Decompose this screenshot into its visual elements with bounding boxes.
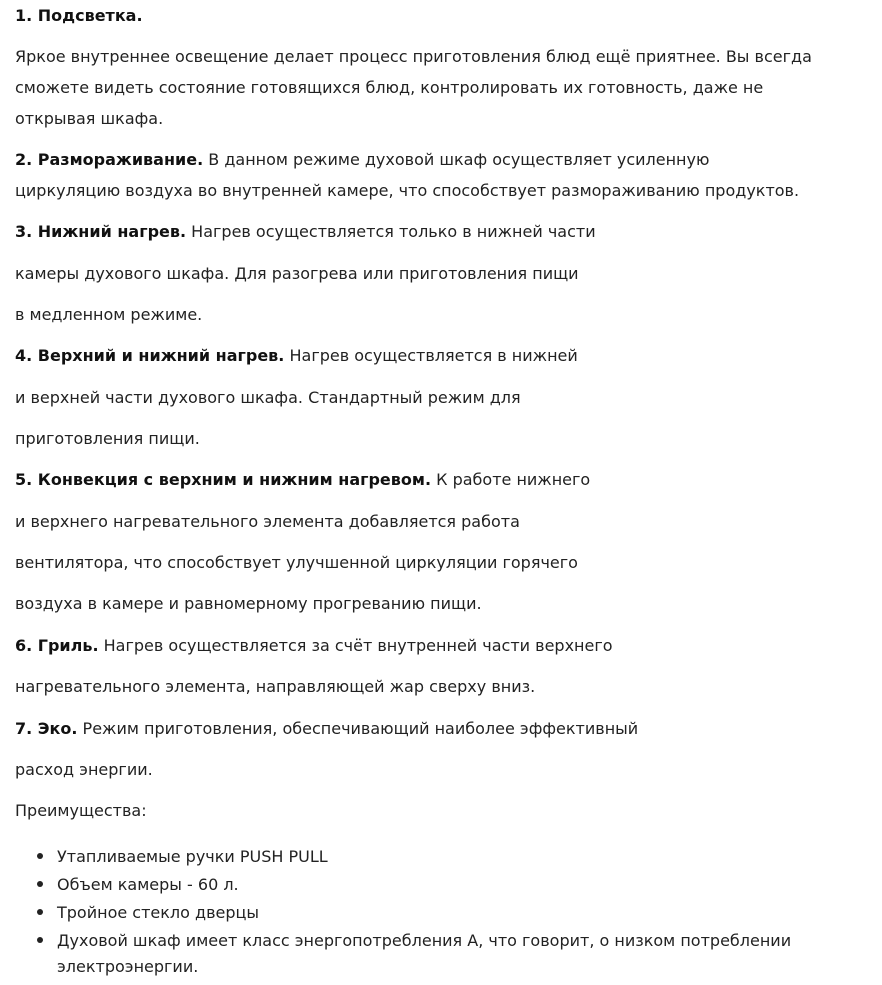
section-5-line-3: воздуха в камере и равномерному прогреванию пищи. [15, 594, 482, 613]
section-2-rest: В данном режиме духовой шкаф осуществляет усиленную [203, 150, 710, 169]
section-6-line-1: нагревательного элемента, направляющей жар сверху вниз. [15, 677, 536, 696]
bullet-icon [37, 937, 43, 943]
section-2-first-line [15, 149, 709, 170]
section-7-rest: Режим приготовления, обеспечивающий наиболее эффективный [77, 719, 639, 738]
section-3-first-line [15, 221, 596, 242]
section-3-line-1: камеры духового шкафа. Для разогрева или приготовления пищи [15, 264, 579, 283]
section-4-rest: Нагрев осуществляется в нижней [284, 346, 578, 365]
section-3-line-2: в медленном режиме. [15, 305, 203, 324]
section-6-first-line [15, 635, 613, 656]
advantage-item-3: Тройное стекло дверцы [57, 903, 260, 922]
section-3-rest: Нагрев осуществляется только в нижней части [186, 222, 596, 241]
section-6-rest: Нагрев осуществляется за счёт внутренней части верхнего [98, 636, 613, 655]
section-1-heading: 1. Подсветка. [15, 6, 143, 25]
section-7-first-line [15, 718, 638, 739]
section-5-line-1: и верхнего нагревательного элемента добавляется работа [15, 512, 520, 531]
advantages-title: Преимущества: [15, 801, 147, 820]
section-5-rest: К работе нижнего [431, 470, 591, 489]
section-1-line-2: сможете видеть состояние готовящихся блюд, контролировать их готовность, даже не [15, 78, 764, 97]
advantage-item-4-line-1: Духовой шкаф имеет класс энергопотребления А, что говорит, о низком потреблении [57, 931, 792, 950]
section-2-heading: 2. Размораживание. [15, 150, 204, 169]
section-7-line-1: расход энергии. [15, 760, 153, 779]
section-5-first-line [15, 469, 590, 490]
advantage-item-2: Объем камеры - 60 л. [57, 875, 239, 894]
section-5-heading: 5. Конвекция с верхним и нижним нагревом. [15, 470, 432, 489]
section-1-line-1: Яркое внутреннее освещение делает процесс приготовления блюд ещё приятнее. Вы всегда [15, 47, 812, 66]
section-5-line-2: вентилятора, что способствует улучшенной циркуляции горячего [15, 553, 578, 572]
section-2-line-1: циркуляцию воздуха во внутренней камере, что способствует размораживанию продуктов. [15, 181, 800, 200]
advantage-item-4-line-2: электроэнергии. [57, 957, 199, 976]
section-3-heading: 3. Нижний нагрев. [15, 222, 187, 241]
section-1-line-3: открывая шкафа. [15, 109, 164, 128]
section-4-line-1: и верхней части духового шкафа. Стандартный режим для [15, 388, 521, 407]
section-7-heading: 7. Эко. [15, 719, 78, 738]
section-6-heading: 6. Гриль. [15, 636, 99, 655]
bullet-icon [37, 881, 43, 887]
bullet-icon [37, 853, 43, 859]
bullet-icon [37, 909, 43, 915]
section-4-first-line [15, 345, 578, 366]
section-4-line-2: приготовления пищи. [15, 429, 200, 448]
section-4-heading: 4. Верхний и нижний нагрев. [15, 346, 285, 365]
advantage-item-1: Утапливаемые ручки PUSH PULL [57, 847, 328, 866]
